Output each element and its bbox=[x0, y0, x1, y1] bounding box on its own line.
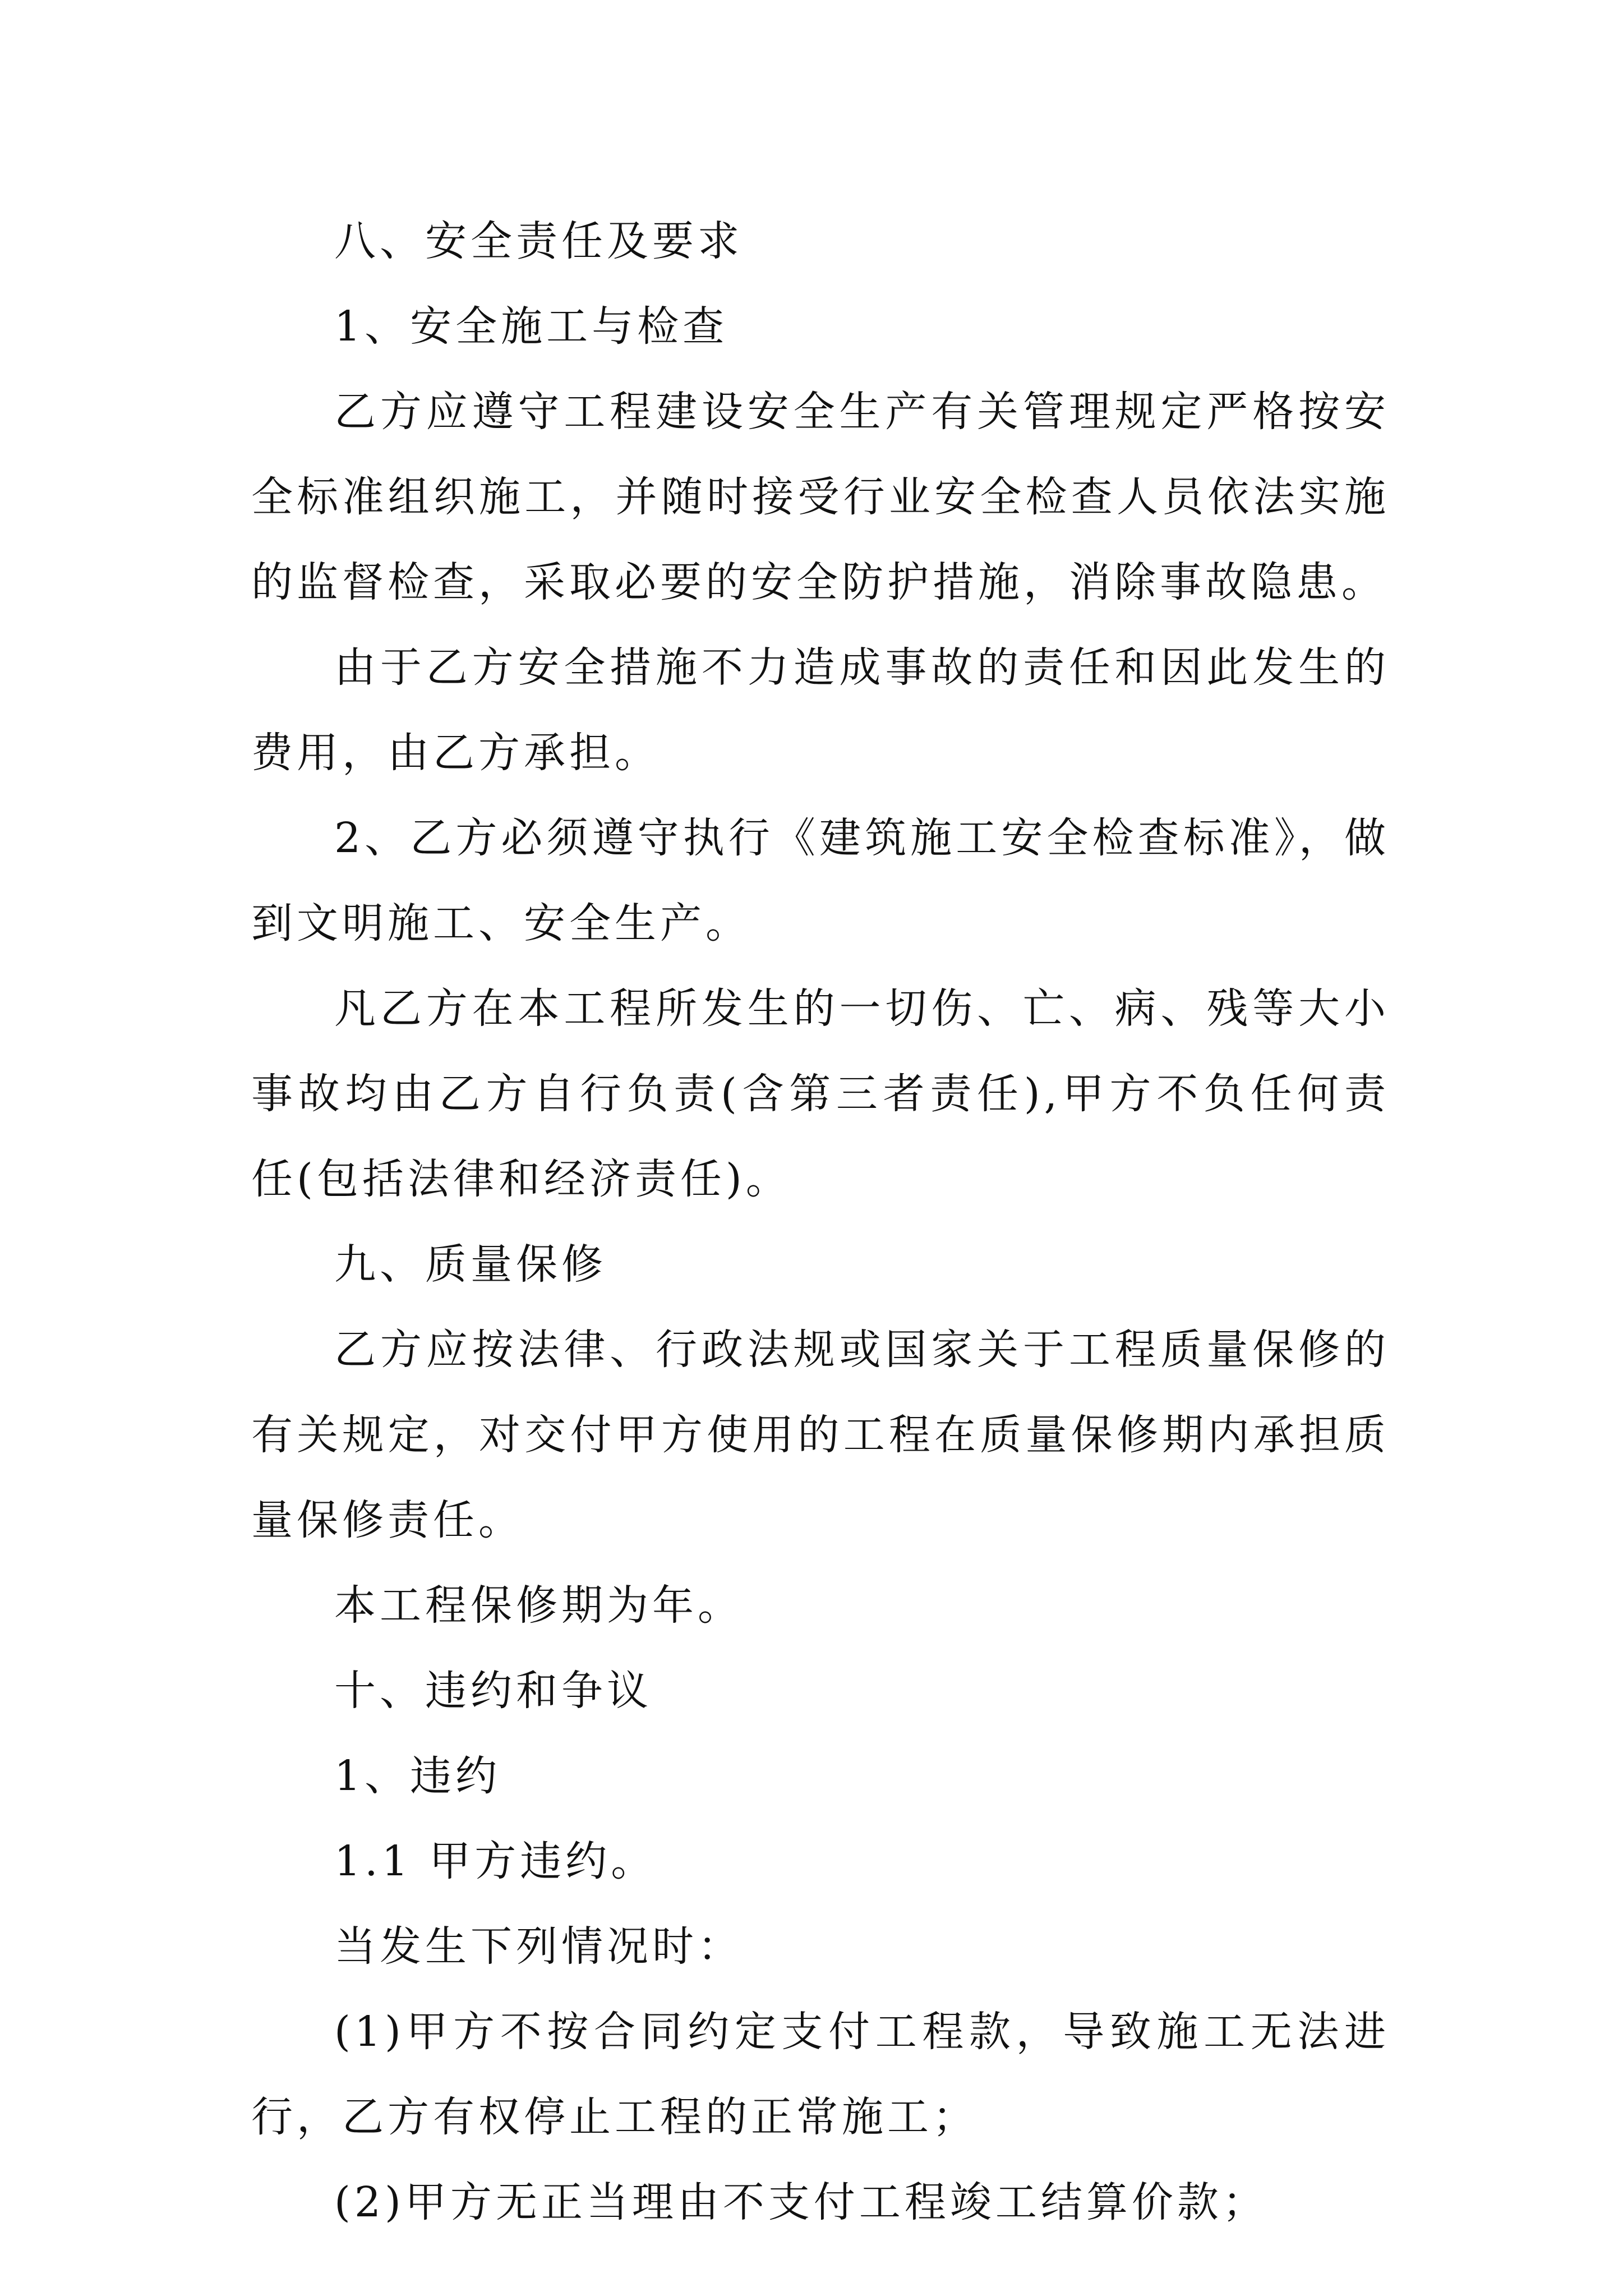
list-item-2: (2)甲方无正当理由不支付工程竣工结算价款； bbox=[334, 2178, 1268, 2226]
section-heading-safety: 八、安全责任及要求 bbox=[334, 217, 743, 265]
paragraph-warranty-period: 本工程保修期为年。 bbox=[334, 1581, 743, 1630]
paragraph-safety-compliance: 乙方应遵守工程建设安全生产有关管理规定严格按安全标准组织施工，并随时接受行业安全检查人员依法实施的监督检查，采取必要的安全防护措施，消除事故隐患。 bbox=[251, 388, 1390, 606]
document-body bbox=[251, 199, 1390, 2245]
paragraph-warranty-duty: 乙方应按法律、行政法规或国家关于工程质量保修的有关规定，对交付甲方使用的工程在质量保修期内承担质量保修责任。 bbox=[251, 1326, 1390, 1544]
paragraph-accident-cost: 由于乙方安全措施不力造成事故的责任和因此发生的费用，由乙方承担。 bbox=[251, 643, 1390, 777]
section-heading-breach: 十、违约和争议 bbox=[334, 1667, 652, 1715]
subsection-heading-safety-inspection: 1、安全施工与检查 bbox=[334, 302, 728, 351]
paragraph-inspection-standard: 2、乙方必须遵守执行《建筑施工安全检查标准》，做到文明施工、安全生产。 bbox=[251, 814, 1390, 947]
list-item-1: (1)甲方不按合同约定支付工程款，导致施工无法进行，乙方有权停止工程的正常施工； bbox=[251, 2008, 1390, 2141]
section-heading-warranty: 九、质量保修 bbox=[334, 1240, 607, 1289]
paragraph-liability: 凡乙方在本工程所发生的一切伤、亡、病、残等大小事故均由乙方自行负责(含第三者责任),甲方不负任何责任(包括法律和经济责任)。 bbox=[251, 984, 1390, 1203]
subsection-heading-breach: 1、违约 bbox=[334, 1752, 501, 1800]
clause-party-a-breach: 1.1 甲方违约。 bbox=[334, 1837, 657, 1885]
paragraph-conditions-intro: 当发生下列情况时： bbox=[334, 1922, 743, 1971]
